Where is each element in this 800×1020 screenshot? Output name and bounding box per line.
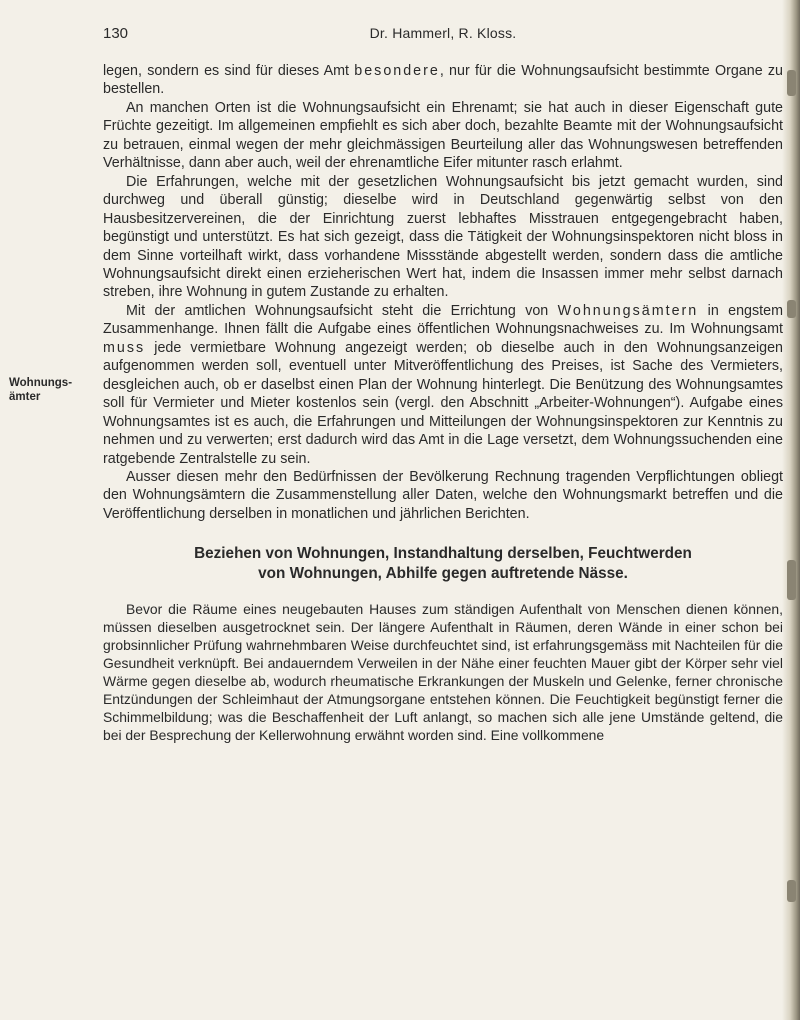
paragraph: Ausser diesen mehr den Bedürfnissen der Bevölkerung Rechnung tragenden Verpflichtungen obliegt den Wohnungsämtern die Zusammenstellung aller Daten, welche den Wohnungsmarkt betreffen und die Veröffentlichung derselben in monatlichen und jährlichen Berichten.: [103, 468, 783, 522]
emphasis-text: muss: [103, 339, 146, 356]
margin-note-line: ämter: [9, 391, 41, 403]
margin-note: [9, 376, 89, 404]
emphasis-text: besondere: [354, 63, 440, 79]
page-header: [103, 25, 783, 47]
text-run: Mit der amtlichen Wohnungsaufsicht steht die Errichtung von: [126, 302, 558, 319]
page-number: 130: [103, 25, 129, 42]
emphasis-text: Wohnungsämtern: [557, 302, 699, 319]
edge-mark: [787, 560, 796, 600]
edge-mark: [787, 70, 796, 96]
margin-note-line: Wohnungs-: [9, 377, 73, 389]
page-body: [103, 62, 783, 744]
paragraph: An manchen Orten ist die Wohnungsaufsicht ein Ehrenamt; sie hat auch in dieser Eigenschaft gute Früchte gezeitigt. Im allgemeinen empfiehlt es sich aber doch, bezahlte Beamte mit der Wohnungsaufsicht zu betrauen, einmal wegen der mehr gleichmässigen Beurteilung aller das Wohnungswesen betreffenden Verhältnisse, dann aber auch, weil der ehrenamtliche Eifer mitunter rasch erlahmt.: [103, 99, 783, 172]
section-heading-line: Beziehen von Wohnungen, Instandhaltung derselben, Feuchtwerden: [194, 545, 692, 563]
text-run: legen, sondern es sind für dieses Amt: [103, 63, 355, 79]
section-heading: [103, 544, 783, 583]
text-run: , nur für die Wohnungsaufsicht bestimmte Organe zu bestellen.: [103, 63, 783, 98]
section-heading-line: von Wohnungen, Abhilfe gegen auftretende Nässe.: [258, 564, 628, 582]
paragraph: Bevor die Räume eines neugebauten Hauses zum ständigen Aufenthalt von Menschen dienen können, müssen dieselben ausgetrocknet sein. Der längere Aufenthalt in Räumen, deren Wände in einer schon bei grobsinnlicher Prüfung wahrnehmbaren Weise durchfeuchtet sind, ist erfahrungsgemäss mit Nachteilen für die Gesundheit verknüpft. Bei andauerndem Verweilen in der Nähe einer feuchten Mauer gibt der Körper sehr viel Wärme gegen dieselbe ab, wodurch rheumatische Erkrankungen der Muskeln und Gelenke, ferner chronische Entzündungen der Schleimhaut der Atmungsorgane entstehen können. Die Feuchtigkeit begünstigt ferner die Schimmelbildung; was die Beschaffenheit der Luft anlangt, so machen sich alle jene Umstände geltend, die bei der Besprechung der Kellerwohnung erwähnt worden sind. Eine vollkommene: [103, 601, 783, 744]
edge-mark: [787, 880, 796, 902]
text-run: in engstem Zusammenhange. Ihnen fällt die Aufgabe eines öffentlichen Wohnungsnachweises zu. Im Wohnungsamt: [103, 302, 783, 338]
page-edge-shadow: [782, 0, 800, 1020]
edge-mark: [787, 300, 796, 318]
paragraph: Die Erfahrungen, welche mit der gesetzlichen Wohnungsaufsicht bis jetzt gemacht wurden, sind durchweg und überall günstig; dieselbe wird in Deutschland gegenwärtig selbst von den Hausbesitzervereinen, die der Einrichtung zuerst lebhaftes Misstrauen entgegengebracht haben, begünstigt und unterstützt. Es hat sich gezeigt, dass die Tätigkeit der Wohnungsinspektoren nicht bloss in dem Sinne vorteilhaft wirkt, dass vorhandene Missstände abgestellt werden, sondern dass die amtliche Wohnungsaufsicht direkt einen erzieherischen Wert hat, indem die Insassen immer mehr selbst darnach streben, ihre Wohnung in gutem Zustande zu erhalten.: [103, 173, 783, 301]
running-head: Dr. Hammerl, R. Kloss.: [369, 25, 517, 41]
paragraph: [103, 302, 783, 468]
paragraph: [103, 62, 783, 99]
text-run: jede vermietbare Wohnung angezeigt werden; ob dieselbe auch in den Wohnungsanzeigen aufgenommen werden soll, eventuell unter Mitveröffentlichung des Preises, ist Sache des Vermieters, desgleichen auch, ob er daselbst einen Plan der Wohnung hinterlegt. Die Benützung des Wohnungsamtes soll für Vermieter und Mieter kostenlos sein (vergl. den Abschnitt „Arbeiter-Wohnungen“). Aufgabe eines Wohnungsamtes ist es auch, die Erfahrungen und Mitteilungen der Wohnungsinspektoren zur Kenntnis zu nehmen und zu verwerten; erst dadurch wird das Amt in die Lage versetzt, dem Wohnungssuchenden eine ratgebende Zentralstelle zu sein.: [103, 339, 783, 467]
